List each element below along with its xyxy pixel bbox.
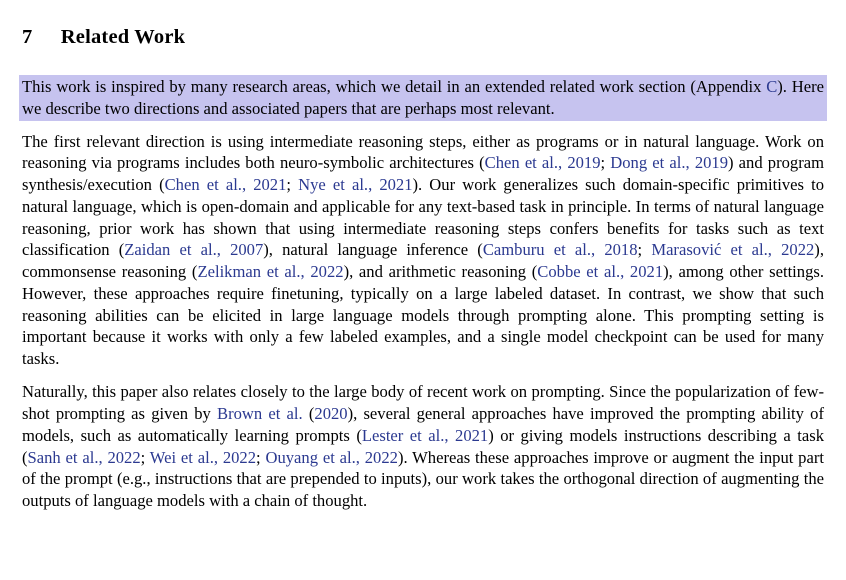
highlighted-intro-paragraph (19, 75, 827, 121)
body-text: ). Whereas these approaches improve or augment the input part of the prompt (e.g., instructions that are prepended to inputs), our work takes the orthogonal direction of augmenting the outputs of language models with a chain of thought. (22, 447, 824, 510)
body-text: ), natural language inference ( (263, 240, 483, 260)
body-text: ; (140, 447, 150, 467)
body-text: ). Here we describe two directions and associated papers that are perhaps most relevant. (22, 77, 824, 118)
body-text: ) and program synthesis/execution ( (22, 153, 824, 194)
citation-link[interactable]: Nye et al., 2021 (298, 175, 413, 194)
citation-link[interactable]: Wei et al., 2022 (149, 447, 257, 467)
citation-link[interactable]: Dong et al., 2019 (610, 153, 729, 173)
section-body (22, 75, 824, 512)
body-text: ; (637, 240, 652, 260)
paragraph-intermediate-reasoning (22, 131, 824, 370)
citation-link[interactable]: Cobbe et al., 2021 (537, 262, 664, 281)
body-text: ), among other settings. However, these approaches require finetuning, typically on a large labeled dataset. In contrast, we show that such reasoning abilities can be elicited in large language models through prompting alone. This prompting setting is important because it works with only a few labeled examples, and a single model checkpoint can be used for many tasks. (22, 262, 824, 368)
section-title: Related Work (60, 26, 186, 48)
body-text: ), and arithmetic reasoning ( (343, 262, 538, 281)
citation-link[interactable]: 2020 (314, 404, 348, 423)
body-text: This work is inspired by many research areas, which we detail in an extended related work section (Appendix (22, 77, 767, 96)
citation-link[interactable]: Zelikman et al., 2022 (197, 262, 344, 281)
paragraph-prompting-work (22, 381, 824, 512)
body-text: ; (256, 447, 266, 467)
body-text: ), several general approaches have improved the prompting ability of models, such as automatically learning prompts ( (22, 404, 824, 445)
citation-link[interactable]: Zaidan et al., 2007 (124, 240, 264, 260)
body-text: The first relevant direction is using intermediate reasoning steps, either as programs or in natural language. Work on reasoning via programs includes both neuro-symbolic architectures ( (22, 131, 824, 173)
section-number: 7 (22, 26, 33, 48)
citation-link[interactable]: C (766, 77, 778, 96)
body-text: ) or giving models instructions describing a task ( (22, 425, 825, 467)
citation-link[interactable]: Brown et al. (217, 404, 303, 423)
body-text: ( (302, 404, 315, 423)
body-text: ; (286, 175, 299, 194)
section-heading (22, 26, 824, 49)
citation-link[interactable]: Camburu et al., 2018 (482, 240, 638, 260)
citation-link[interactable]: Chen et al., 2019 (484, 153, 601, 173)
citation-link[interactable]: Sanh et al., 2022 (27, 447, 141, 467)
citation-link[interactable]: Chen et al., 2021 (164, 175, 287, 194)
citation-link[interactable]: Lester et al., 2021 (361, 425, 489, 445)
body-text: Naturally, this paper also relates closely to the large body of recent work on prompting. Since the popularization of few-shot prompting as given by (22, 382, 824, 423)
citation-link[interactable]: Ouyang et al., 2022 (265, 447, 398, 467)
body-text: ), commonsense reasoning ( (22, 240, 824, 281)
body-text: ). Our work generalizes such domain-specific primitives to natural language, which is open-domain and applicable for any text-based task in principle. In terms of natural language reasoning, prior work has shown that using intermediate reasoning steps confers benefits for tasks such as text classification ( (22, 175, 824, 260)
citation-link[interactable]: Marasović et al., 2022 (651, 240, 815, 260)
body-text: ; (600, 153, 611, 173)
